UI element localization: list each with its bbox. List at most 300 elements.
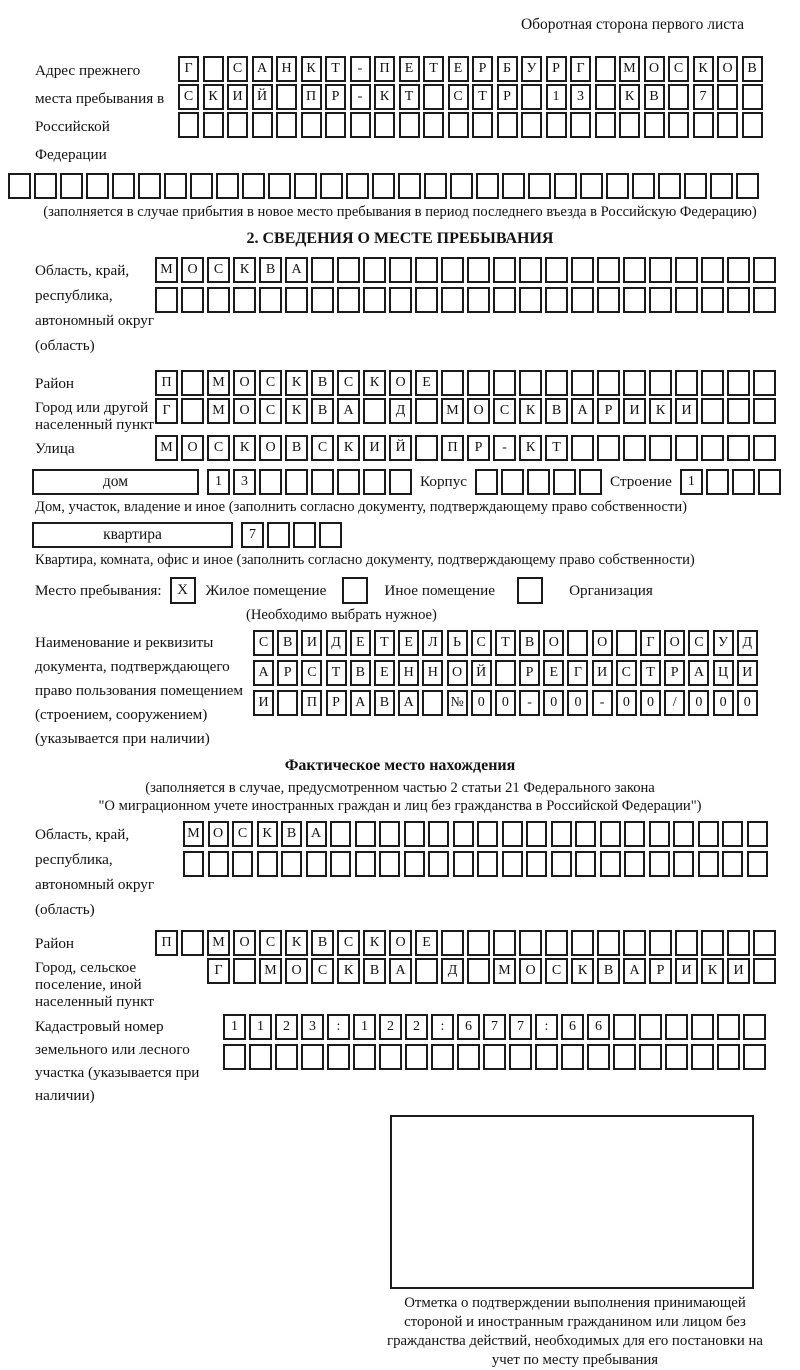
char-cell: О <box>259 435 282 461</box>
dom-box: дом <box>32 469 199 495</box>
char-cell <box>281 851 302 877</box>
char-cell: 1 <box>680 469 703 495</box>
char-cell: М <box>183 821 204 847</box>
char-cell <box>571 370 594 396</box>
char-cell: С <box>227 56 248 82</box>
page-side-note: Оборотная сторона первого листа <box>520 16 744 33</box>
char-cell <box>502 821 523 847</box>
char-cell <box>509 1044 532 1070</box>
prev-address-row-1 <box>178 56 763 82</box>
char-cell: С <box>493 398 516 424</box>
char-cell <box>178 112 199 138</box>
char-cell <box>208 851 229 877</box>
char-cell <box>325 112 346 138</box>
char-cell: М <box>155 435 178 461</box>
char-cell <box>597 435 620 461</box>
char-cell <box>155 287 178 313</box>
char-cell <box>372 173 395 199</box>
char-cell <box>431 1044 454 1070</box>
prev-address-grids <box>178 56 763 138</box>
char-cell: Е <box>350 630 371 656</box>
stroenie-cells <box>680 469 781 495</box>
char-cell: М <box>619 56 640 82</box>
char-cell <box>415 257 438 283</box>
char-cell: А <box>350 690 371 716</box>
char-cell <box>698 851 719 877</box>
kadastr-block <box>35 1014 800 1107</box>
fact-raion-block <box>35 930 800 956</box>
char-cell: Р <box>326 690 347 716</box>
char-cell: Т <box>423 56 444 82</box>
char-cell: И <box>675 398 698 424</box>
zhiloe-label: Жилое помещение <box>205 582 327 599</box>
char-cell: Г <box>207 958 230 984</box>
char-cell: С <box>448 84 469 110</box>
char-cell <box>727 287 750 313</box>
char-cell <box>698 821 719 847</box>
char-cell: 0 <box>567 690 588 716</box>
char-cell <box>415 958 438 984</box>
char-cell: 7 <box>241 522 264 548</box>
char-cell: 3 <box>570 84 591 110</box>
mesto-label: Место пребывания: <box>35 582 162 599</box>
char-cell <box>277 690 298 716</box>
char-cell <box>424 173 447 199</box>
char-cell: И <box>592 660 613 686</box>
char-cell <box>453 821 474 847</box>
char-cell: 1 <box>207 469 230 495</box>
char-cell: : <box>535 1014 558 1040</box>
char-cell <box>232 851 253 877</box>
char-cell <box>732 469 755 495</box>
char-cell: Р <box>649 958 672 984</box>
prev-address-block <box>35 56 800 169</box>
char-cell <box>330 821 351 847</box>
char-cell <box>673 821 694 847</box>
char-cell: В <box>311 930 334 956</box>
char-cell: К <box>519 435 542 461</box>
char-cell <box>526 821 547 847</box>
char-cell <box>34 173 57 199</box>
char-cell <box>472 112 493 138</box>
char-cell: К <box>301 56 322 82</box>
char-cell: А <box>688 660 709 686</box>
char-cell: К <box>257 821 278 847</box>
dom-cells <box>207 469 412 495</box>
oblast-label: Область, край, республика, автономный округ (область) <box>35 262 155 354</box>
char-cell <box>502 173 525 199</box>
char-cell: С <box>311 435 334 461</box>
char-cell <box>294 173 317 199</box>
fact-oblast-label: Область, край, республика, автономный округ (область) <box>35 826 155 918</box>
char-cell: 0 <box>616 690 637 716</box>
kvartira-block <box>32 522 800 548</box>
char-cell: В <box>311 398 334 424</box>
char-cell <box>597 930 620 956</box>
char-cell <box>668 84 689 110</box>
char-cell: О <box>233 398 256 424</box>
dom-note: Дом, участок, владение и иное (заполнить согласно документу, подтверждающему право собственности) <box>35 499 688 515</box>
char-cell <box>337 469 360 495</box>
char-cell: Т <box>325 56 346 82</box>
fact-oblast-row-1 <box>183 821 768 847</box>
char-cell: М <box>493 958 516 984</box>
char-cell: А <box>306 821 327 847</box>
char-cell: И <box>623 398 646 424</box>
char-cell: Е <box>415 370 438 396</box>
char-cell <box>428 851 449 877</box>
char-cell <box>311 287 334 313</box>
char-cell <box>363 469 386 495</box>
char-cell: В <box>519 630 540 656</box>
char-cell <box>216 173 239 199</box>
char-cell: О <box>644 56 665 82</box>
char-cell <box>476 173 499 199</box>
char-cell: В <box>259 257 282 283</box>
char-cell <box>457 1044 480 1070</box>
korpus-label: Корпус <box>420 473 468 490</box>
char-cell <box>267 522 290 548</box>
char-cell: К <box>693 56 714 82</box>
char-cell: И <box>737 660 758 686</box>
char-cell: С <box>545 958 568 984</box>
char-cell <box>619 112 640 138</box>
char-cell: 0 <box>471 690 492 716</box>
char-cell: О <box>389 930 412 956</box>
char-cell: А <box>285 257 308 283</box>
char-cell: Т <box>640 660 661 686</box>
char-cell: Р <box>472 56 493 82</box>
oblast-row-1 <box>155 257 776 283</box>
kvartira-cells <box>241 522 342 548</box>
char-cell: 3 <box>301 1014 324 1040</box>
char-cell <box>649 930 672 956</box>
char-cell: С <box>259 398 282 424</box>
fact-title: Фактическое место нахождения <box>284 757 516 774</box>
char-cell: Й <box>252 84 273 110</box>
char-cell <box>181 287 204 313</box>
char-cell: К <box>571 958 594 984</box>
char-cell <box>675 930 698 956</box>
char-cell: П <box>155 930 178 956</box>
fact-raion-row <box>155 930 776 956</box>
char-cell: - <box>350 84 371 110</box>
char-cell <box>743 1044 766 1070</box>
org-checkbox <box>517 577 543 604</box>
kadastr-row-1 <box>223 1014 766 1040</box>
char-cell <box>639 1044 662 1070</box>
char-cell: М <box>441 398 464 424</box>
char-cell <box>475 469 498 495</box>
char-cell: 0 <box>495 690 516 716</box>
char-cell: М <box>207 930 230 956</box>
char-cell: К <box>285 930 308 956</box>
char-cell <box>717 84 738 110</box>
char-cell: Р <box>664 660 685 686</box>
char-cell <box>112 173 135 199</box>
char-cell <box>616 630 637 656</box>
char-cell <box>597 370 620 396</box>
char-cell: А <box>252 56 273 82</box>
char-cell <box>497 112 518 138</box>
char-cell <box>389 469 412 495</box>
char-cell: Ц <box>713 660 734 686</box>
kvartira-note: Квартира, комната, офис и иное (заполнить согласно документу, подтверждающему право собственности) <box>35 552 695 568</box>
char-cell <box>554 173 577 199</box>
char-cell: У <box>521 56 542 82</box>
char-cell: И <box>675 958 698 984</box>
char-cell <box>233 958 256 984</box>
char-cell <box>546 112 567 138</box>
char-cell <box>727 930 750 956</box>
char-cell: В <box>350 660 371 686</box>
char-cell: 0 <box>713 690 734 716</box>
char-cell <box>249 1044 272 1070</box>
char-cell: И <box>253 690 274 716</box>
char-cell <box>597 257 620 283</box>
raion-row <box>155 370 776 396</box>
fact-oblast-row-2 <box>183 851 768 877</box>
char-cell: О <box>285 958 308 984</box>
char-cell <box>293 522 316 548</box>
char-cell <box>753 958 776 984</box>
char-cell <box>415 398 438 424</box>
char-cell: 6 <box>561 1014 584 1040</box>
char-cell: Р <box>597 398 620 424</box>
char-cell: Е <box>398 630 419 656</box>
char-cell <box>275 1044 298 1070</box>
gorod-row <box>155 398 776 424</box>
oblast-block <box>35 257 800 358</box>
char-cell <box>727 257 750 283</box>
char-cell: В <box>311 370 334 396</box>
char-cell <box>753 398 776 424</box>
char-cell <box>223 1044 246 1070</box>
char-cell: С <box>259 930 282 956</box>
char-cell <box>691 1014 714 1040</box>
char-cell: С <box>207 435 230 461</box>
char-cell <box>467 958 490 984</box>
char-cell <box>363 398 386 424</box>
char-cell <box>301 112 322 138</box>
char-cell <box>527 469 550 495</box>
char-cell: А <box>253 660 274 686</box>
char-cell <box>567 630 588 656</box>
char-cell: Р <box>497 84 518 110</box>
char-cell: С <box>253 630 274 656</box>
char-cell: А <box>623 958 646 984</box>
char-cell: С <box>688 630 709 656</box>
char-cell <box>701 930 724 956</box>
char-cell <box>363 287 386 313</box>
char-cell <box>575 821 596 847</box>
char-cell: Р <box>519 660 540 686</box>
kadastr-label: Кадастровый номер земельного или лесного участка (указывается при наличии) <box>35 1018 200 1104</box>
char-cell: Т <box>374 630 395 656</box>
stroenie-label: Строение <box>610 473 672 490</box>
char-cell: Д <box>326 630 347 656</box>
char-cell <box>693 112 714 138</box>
char-cell: - <box>350 56 371 82</box>
char-cell <box>8 173 31 199</box>
char-cell <box>624 821 645 847</box>
char-cell: А <box>571 398 594 424</box>
char-cell <box>389 257 412 283</box>
char-cell <box>623 435 646 461</box>
char-cell <box>389 287 412 313</box>
char-cell <box>673 851 694 877</box>
char-cell <box>727 398 750 424</box>
char-cell <box>753 435 776 461</box>
char-cell <box>624 851 645 877</box>
char-cell: А <box>337 398 360 424</box>
char-cell <box>467 287 490 313</box>
org-label: Организация <box>569 582 653 599</box>
char-cell <box>190 173 213 199</box>
char-cell <box>467 930 490 956</box>
char-cell: 0 <box>737 690 758 716</box>
char-cell <box>519 287 542 313</box>
char-cell: В <box>277 630 298 656</box>
char-cell: П <box>301 690 322 716</box>
char-cell <box>181 370 204 396</box>
ulitsa-label: Улица <box>35 440 75 457</box>
char-cell: К <box>374 84 395 110</box>
char-cell: В <box>644 84 665 110</box>
char-cell <box>644 112 665 138</box>
document-grids <box>253 630 758 716</box>
char-cell: К <box>203 84 224 110</box>
char-cell: П <box>374 56 395 82</box>
document-row-3 <box>253 690 758 716</box>
char-cell: - <box>493 435 516 461</box>
char-cell: Р <box>467 435 490 461</box>
char-cell: О <box>208 821 229 847</box>
char-cell <box>441 257 464 283</box>
char-cell <box>595 56 616 82</box>
char-cell: М <box>207 398 230 424</box>
char-cell <box>453 851 474 877</box>
char-cell <box>675 435 698 461</box>
gorod-block <box>35 398 800 433</box>
zhiloe-checkbox: X <box>170 577 196 604</box>
char-cell: О <box>389 370 412 396</box>
char-cell <box>717 112 738 138</box>
char-cell <box>649 257 672 283</box>
char-cell: 2 <box>275 1014 298 1040</box>
char-cell <box>477 851 498 877</box>
mesto-block <box>35 577 800 604</box>
char-cell: В <box>742 56 763 82</box>
char-cell: Е <box>399 56 420 82</box>
char-cell <box>311 469 334 495</box>
char-cell <box>717 1014 740 1040</box>
char-cell: Р <box>277 660 298 686</box>
fact-gorod-block <box>35 958 800 1010</box>
char-cell: - <box>592 690 613 716</box>
char-cell <box>311 257 334 283</box>
char-cell <box>285 469 308 495</box>
fact-gorod-row <box>207 958 776 984</box>
fact-oblast-grids <box>183 821 768 877</box>
char-cell: Д <box>441 958 464 984</box>
char-cell <box>722 851 743 877</box>
kadastr-grids <box>223 1014 766 1070</box>
char-cell <box>363 257 386 283</box>
char-cell <box>203 56 224 82</box>
char-cell <box>701 398 724 424</box>
char-cell <box>441 930 464 956</box>
char-cell <box>379 1044 402 1070</box>
section2-title: 2. СВЕДЕНИЯ О МЕСТЕ ПРЕБЫВАНИЯ <box>246 230 554 247</box>
char-cell: Е <box>543 660 564 686</box>
char-cell: 7 <box>483 1014 506 1040</box>
char-cell: Г <box>570 56 591 82</box>
char-cell: В <box>285 435 308 461</box>
char-cell: : <box>431 1014 454 1040</box>
char-cell <box>551 821 572 847</box>
char-cell: К <box>233 257 256 283</box>
char-cell <box>553 469 576 495</box>
char-cell <box>467 257 490 283</box>
char-cell: О <box>181 257 204 283</box>
char-cell <box>207 287 230 313</box>
char-cell <box>301 1044 324 1070</box>
char-cell: О <box>233 930 256 956</box>
char-cell: Л <box>422 630 443 656</box>
char-cell <box>545 930 568 956</box>
char-cell <box>701 435 724 461</box>
char-cell <box>448 112 469 138</box>
char-cell <box>753 370 776 396</box>
char-cell: Б <box>497 56 518 82</box>
char-cell: И <box>727 958 750 984</box>
char-cell <box>649 435 672 461</box>
char-cell <box>706 469 729 495</box>
char-cell <box>268 173 291 199</box>
char-cell <box>521 112 542 138</box>
char-cell: С <box>337 930 360 956</box>
prev-address-row-4 <box>8 173 800 199</box>
char-cell: С <box>311 958 334 984</box>
char-cell: 0 <box>688 690 709 716</box>
char-cell: В <box>363 958 386 984</box>
char-cell <box>477 821 498 847</box>
gorod-label: Город или другой населенный пункт <box>35 399 154 433</box>
char-cell: М <box>207 370 230 396</box>
char-cell <box>495 660 516 686</box>
oblast-row-2 <box>155 287 776 313</box>
char-cell: К <box>285 398 308 424</box>
char-cell: Г <box>640 630 661 656</box>
char-cell <box>595 112 616 138</box>
char-cell: 0 <box>640 690 661 716</box>
char-cell <box>355 821 376 847</box>
inoe-label: Иное помещение <box>384 582 496 599</box>
char-cell <box>742 84 763 110</box>
char-cell: П <box>155 370 178 396</box>
document-row-2 <box>253 660 758 686</box>
char-cell: Р <box>325 84 346 110</box>
char-cell: 0 <box>543 690 564 716</box>
char-cell: К <box>519 398 542 424</box>
char-cell: О <box>447 660 468 686</box>
char-cell <box>571 435 594 461</box>
char-cell <box>545 370 568 396</box>
char-cell <box>742 112 763 138</box>
char-cell: С <box>471 630 492 656</box>
char-cell: В <box>281 821 302 847</box>
